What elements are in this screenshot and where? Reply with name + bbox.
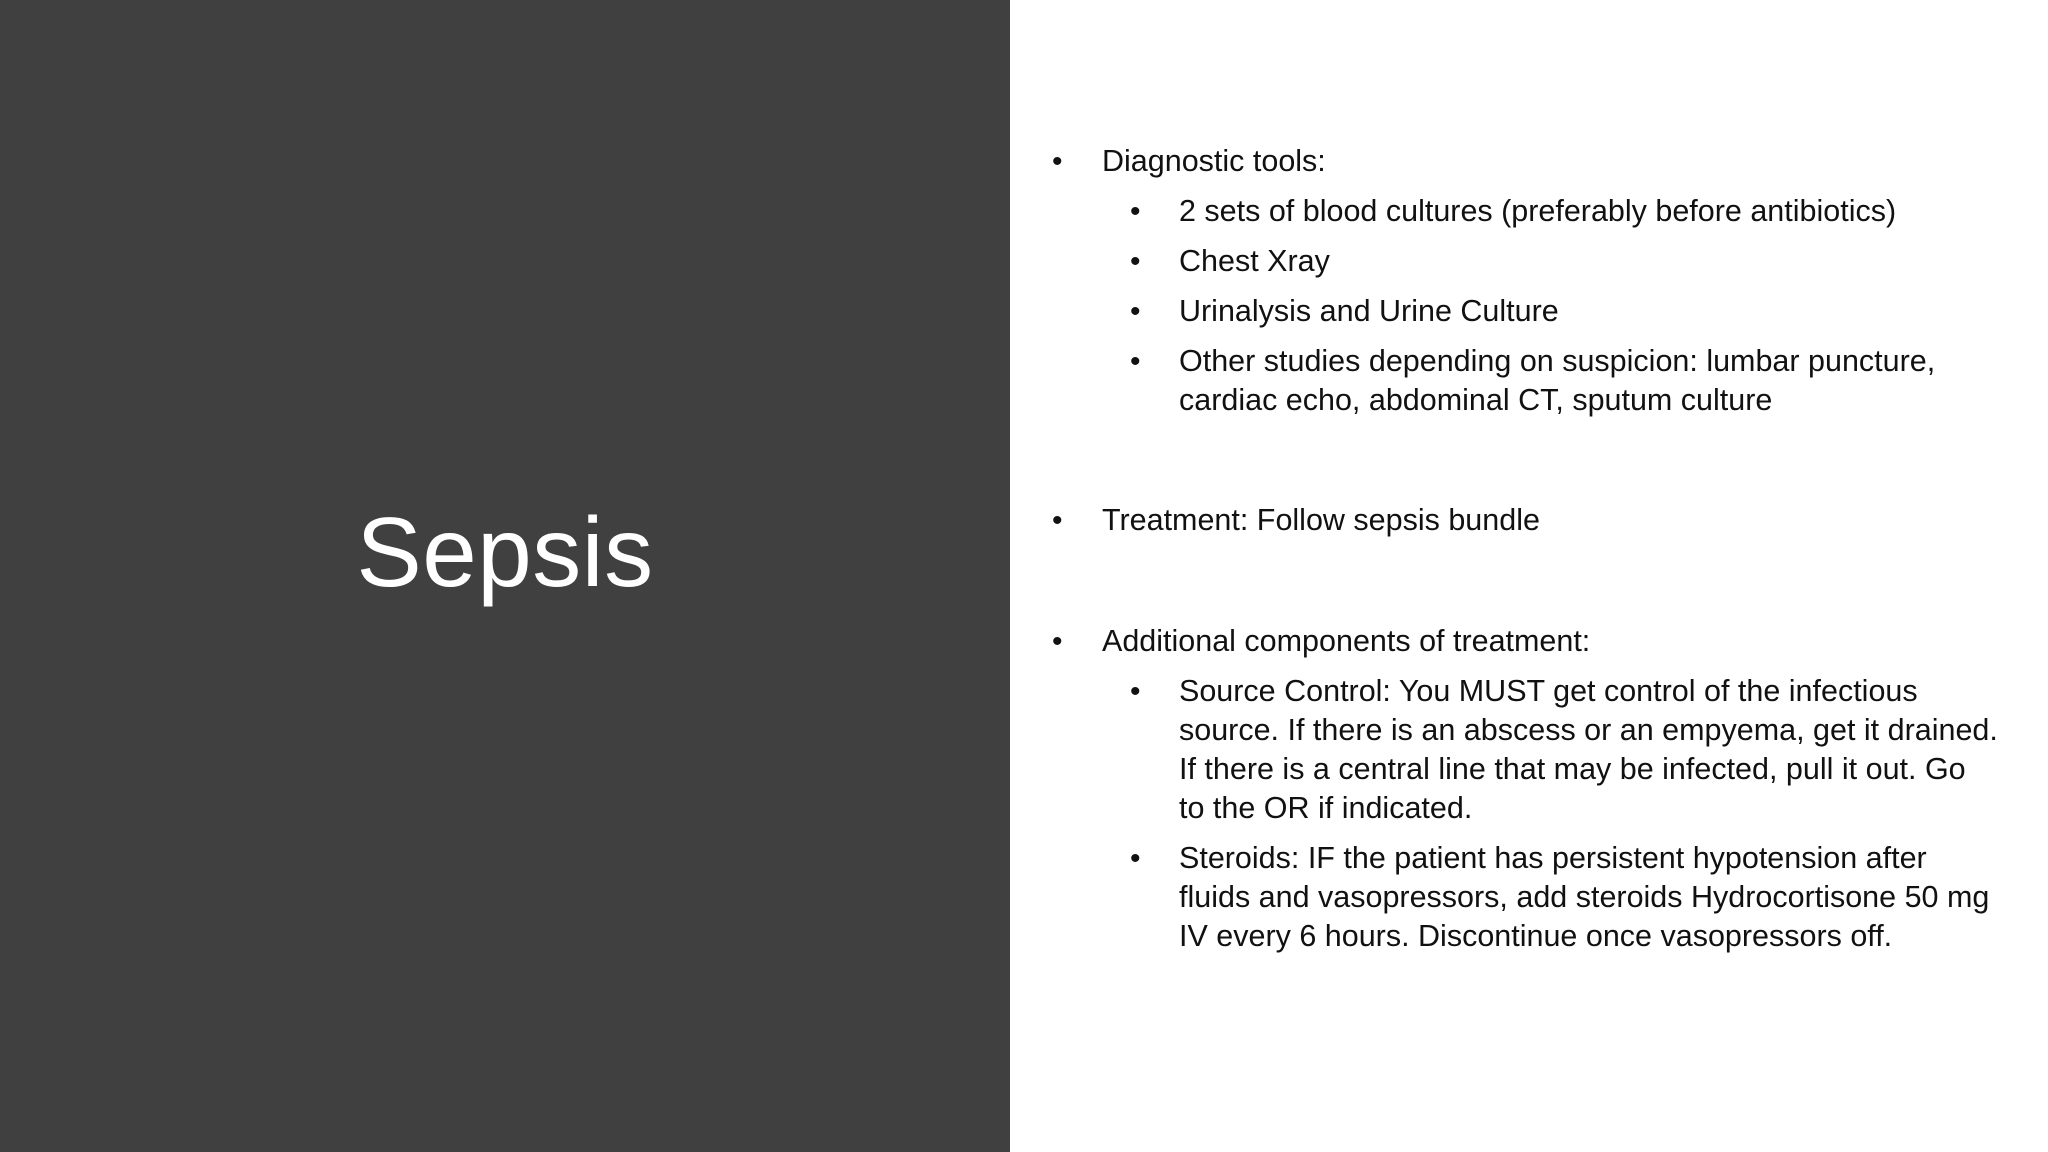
bullet-icon: • bbox=[1052, 625, 1063, 658]
bullet-diagnostic-tools bbox=[1052, 142, 2022, 181]
sub-bullet-chest-xray bbox=[1130, 242, 1999, 281]
sub-bullet-other-studies bbox=[1130, 342, 1999, 420]
sub-bullet-blood-cultures bbox=[1130, 192, 1999, 231]
sub-bullet-text: Urinalysis and Urine Culture bbox=[1179, 294, 1559, 328]
sub-bullet-urinalysis bbox=[1130, 292, 1999, 331]
bullet-text: Diagnostic tools: bbox=[1102, 144, 1326, 178]
title-panel bbox=[0, 0, 1010, 1152]
bullet-content bbox=[1010, 0, 2048, 1152]
bullet-icon: • bbox=[1052, 504, 1063, 537]
sub-bullet-text: Steroids: IF the patient has persistent hypotension after fluids and vasopressors, add steroids Hydrocortisone 50 mg IV every 6 hours. Discontinue once vasopressors off. bbox=[1179, 841, 1990, 953]
bullet-icon: • bbox=[1130, 295, 1141, 328]
sub-bullet-text: 2 sets of blood cultures (preferably before antibiotics) bbox=[1179, 194, 1897, 228]
bullet-additional-components bbox=[1052, 622, 2022, 661]
bullet-icon: • bbox=[1130, 345, 1141, 378]
bullet-text: Additional components of treatment: bbox=[1102, 624, 1591, 658]
bullet-icon: • bbox=[1052, 145, 1063, 178]
slide-title: Sepsis bbox=[356, 497, 654, 607]
sub-bullet-source-control bbox=[1130, 672, 1999, 828]
sub-bullet-text: Source Control: You MUST get control of the infectious source. If there is an abscess or an empyema, get it drained. If there is a central line that may be infected, pull it out. Go to the OR if indicated. bbox=[1179, 674, 1998, 825]
bullet-icon: • bbox=[1130, 195, 1141, 228]
bullet-icon: • bbox=[1130, 245, 1141, 278]
content-panel bbox=[1010, 0, 2048, 1152]
sub-bullet-steroids bbox=[1130, 839, 1999, 956]
sub-bullet-text: Chest Xray bbox=[1179, 244, 1330, 278]
bullet-text: Treatment: Follow sepsis bundle bbox=[1102, 503, 1540, 537]
bullet-treatment bbox=[1052, 501, 2022, 540]
bullet-icon: • bbox=[1130, 675, 1141, 708]
bullet-icon: • bbox=[1130, 842, 1141, 875]
sub-bullet-text: Other studies depending on suspicion: lumbar puncture, cardiac echo, abdominal CT, sputum culture bbox=[1179, 344, 1936, 417]
